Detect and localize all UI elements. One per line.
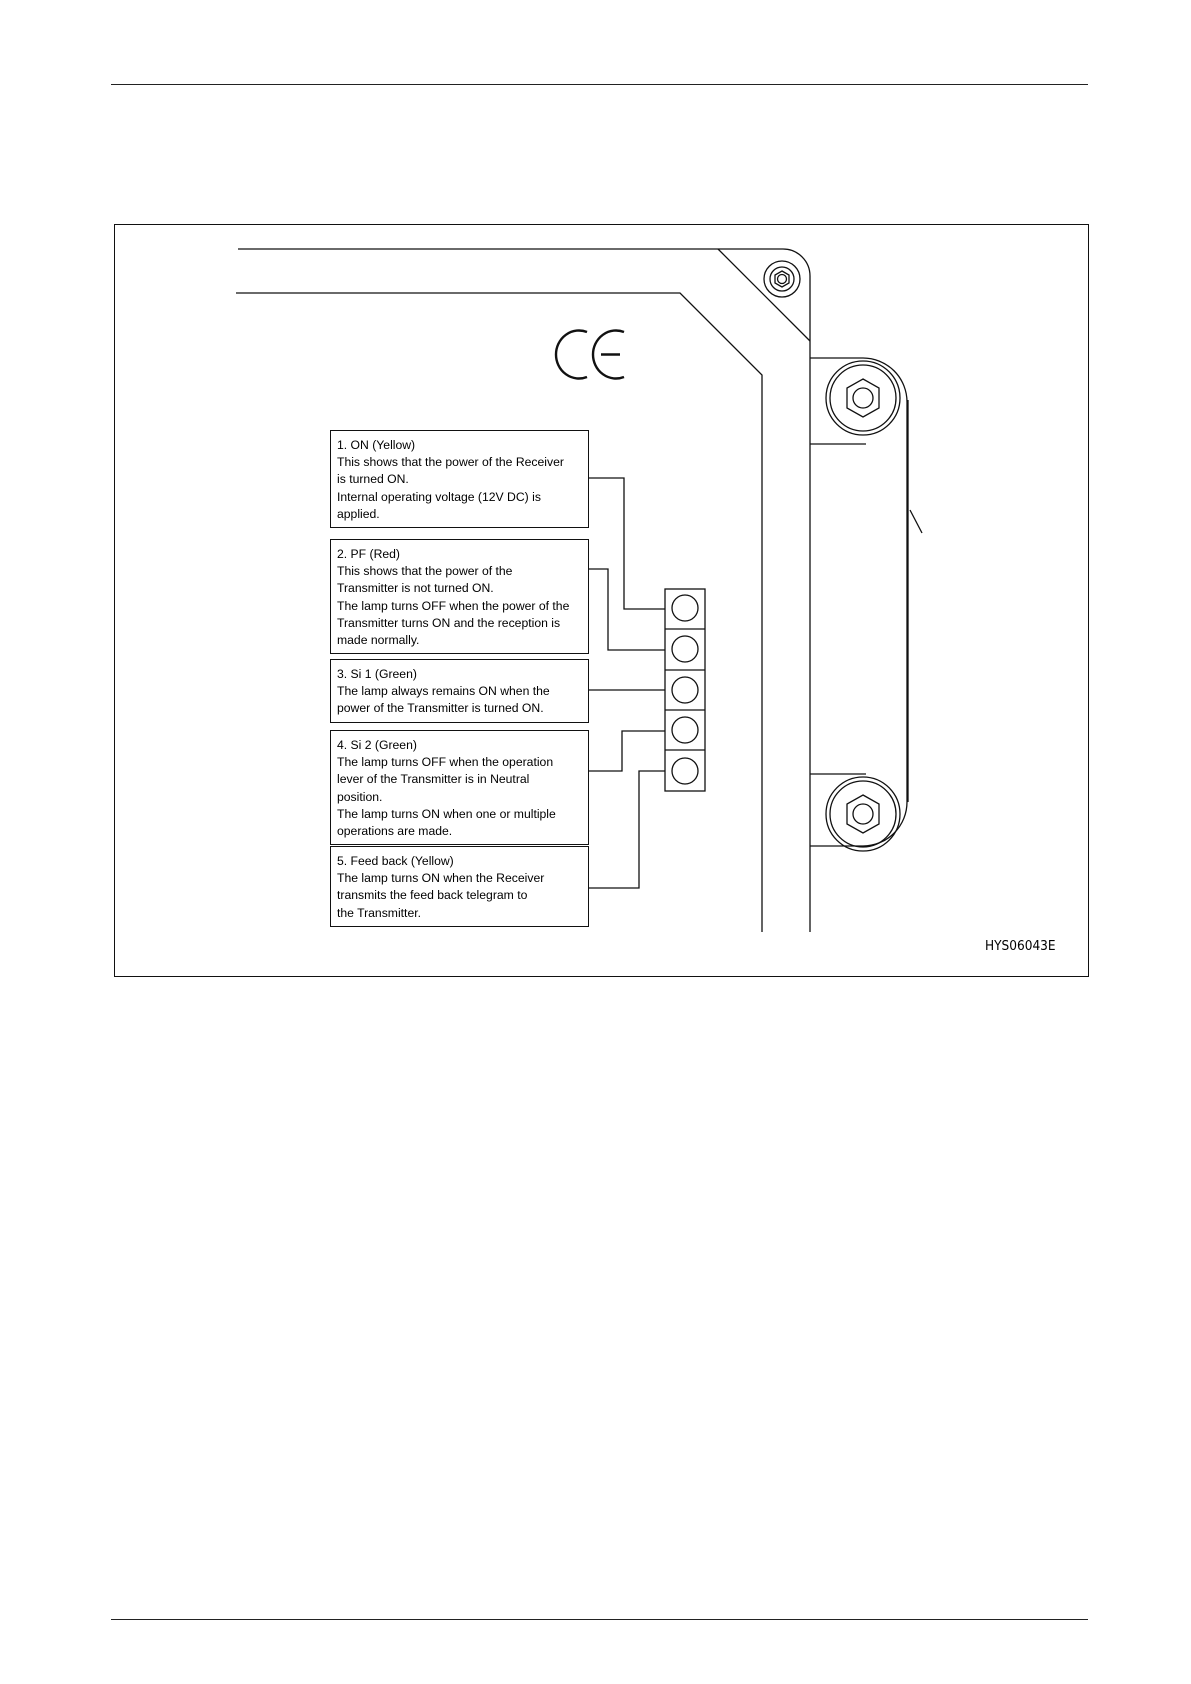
callout-title: 5. Feed back (Yellow) [337,854,454,868]
bracket-bolt-bottom-icon [826,777,900,851]
leader-line [910,510,922,533]
ce-mark-icon [556,331,624,379]
callout-text: This shows that the power of the [337,564,513,579]
lamp-feedback-icon [672,758,698,784]
callout-si2-lamp [330,730,589,845]
callout-title: 1. ON (Yellow) [337,438,416,452]
callout-text: The lamp turns ON when the Receiver [337,871,545,886]
callout-text: Transmitter is not turned ON. [337,581,494,596]
callout-title: 3. Si 1 (Green) [337,667,417,681]
corner-chamfer [718,249,810,341]
bracket-bolt-top-icon [826,361,900,435]
callout-text: Internal operating voltage (12V DC) is [337,489,541,504]
callout-text: the Transmitter. [337,905,421,920]
callout-title: 2. PF (Red) [337,547,400,561]
callout-text: The lamp turns ON when one or multiple [337,806,556,821]
connector-4 [589,731,665,771]
callout-text: lever of the Transmitter is in Neutral [337,772,530,787]
lamp-panel [665,589,705,791]
corner-screw-icon [764,261,800,297]
callout-feedback-lamp [330,846,589,927]
connector-1 [589,478,665,609]
connector-5 [589,771,665,888]
lamp-si2-icon [672,717,698,743]
lamp-on-icon [672,595,698,621]
callout-on-lamp [330,430,589,528]
lamp-si1-icon [672,677,698,703]
callout-text: applied. [337,506,380,521]
callout-text: The lamp turns OFF when the power of the [337,598,570,613]
callout-text: The lamp always remains ON when the [337,684,550,699]
lamp-pf-icon [672,636,698,662]
callout-pf-lamp [330,539,589,654]
callout-text: The lamp turns OFF when the operation [337,755,554,770]
callout-text: power of the Transmitter is turned ON. [337,701,544,716]
callout-text: operations are made. [337,824,453,839]
callout-text: is turned ON. [337,472,409,487]
callout-text: transmits the feed back telegram to [337,888,528,903]
callout-text: This shows that the power of the Receiver [337,455,564,470]
callout-text: position. [337,789,383,804]
figure-code: HYS06043E [985,938,1056,954]
callout-text: made normally. [337,633,420,648]
callout-text: Transmitter turns ON and the reception is [337,615,561,630]
callout-title: 4. Si 2 (Green) [337,738,417,752]
callout-si1-lamp [330,659,589,723]
